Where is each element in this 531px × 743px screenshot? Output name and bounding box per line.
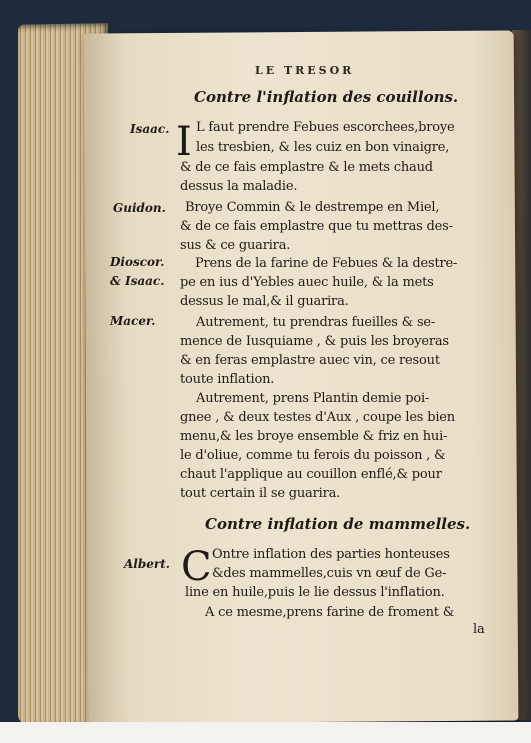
text-line: & en feras emplastre auec vin, ce resout: [180, 353, 440, 368]
text-line: A ce mesme,prens farine de froment &: [205, 605, 455, 620]
text-line: tout certain il se guarira.: [180, 486, 341, 501]
text-line: Autrement, tu prendras fueilles & se-: [196, 315, 436, 330]
text-line: toute inflation.: [180, 372, 275, 387]
margin-note: Dioscor.: [110, 255, 165, 269]
text-line: Autrement, prens Plantin demie poi-: [196, 391, 430, 406]
text-line: sus & ce guarira.: [180, 238, 291, 253]
catchword: la: [473, 622, 485, 637]
text-line: & de ce fais emplastre que tu mettras des-: [180, 219, 453, 234]
margin-note: Guidon.: [113, 201, 166, 215]
text-line: le d'oliue, comme tu ferois du poisson , &: [180, 448, 446, 463]
margin-note: Macer.: [110, 314, 156, 328]
text-line: menu,& les broye ensemble & friz en hui-: [180, 429, 448, 444]
text-line: &des mammelles,cuis vn œuf de Ge-: [212, 566, 447, 581]
text-line: & de ce fais emplastre & le mets chaud: [180, 160, 433, 175]
text-line: chaut l'applique au couillon enflé,& pour: [180, 467, 442, 482]
text-line: dessus la maladie.: [180, 179, 298, 194]
drop-cap: I: [176, 119, 192, 165]
text-line: gnee , & deux testes d'Aux , coupe les bien: [180, 410, 455, 425]
text-line: dessus le mal,& il guarira.: [180, 294, 349, 309]
margin-note: Albert.: [124, 557, 170, 571]
running-head: LE TRESOR: [255, 64, 355, 77]
section-heading-1: Contre l'inflation des couillons.: [194, 88, 459, 106]
text-line: L faut prendre Febues escorchees,broye: [196, 120, 455, 135]
drop-cap: C: [181, 544, 212, 590]
text-line: pe en ius d'Yebles auec huile, & la mets: [180, 275, 434, 290]
text-line: Broye Commin & le destrempe en Miel,: [185, 200, 440, 215]
text-line: mence de Iusquiame , & puis les broyeras: [180, 334, 449, 349]
text-line: line en huile,puis le lie dessus l'inflation.: [185, 585, 445, 600]
margin-note: & Isaac.: [110, 274, 165, 288]
text-line: les tresbien, & les cuiz en bon vinaigre,: [196, 140, 450, 155]
text-line: Prens de la farine de Febues & la destre-: [195, 256, 458, 271]
margin-note: Isaac.: [130, 122, 170, 136]
section-heading-2: Contre inflation de mammelles.: [205, 515, 471, 533]
bottom-margin: [0, 722, 531, 743]
text-line: Ontre inflation des parties honteuses: [212, 547, 450, 562]
